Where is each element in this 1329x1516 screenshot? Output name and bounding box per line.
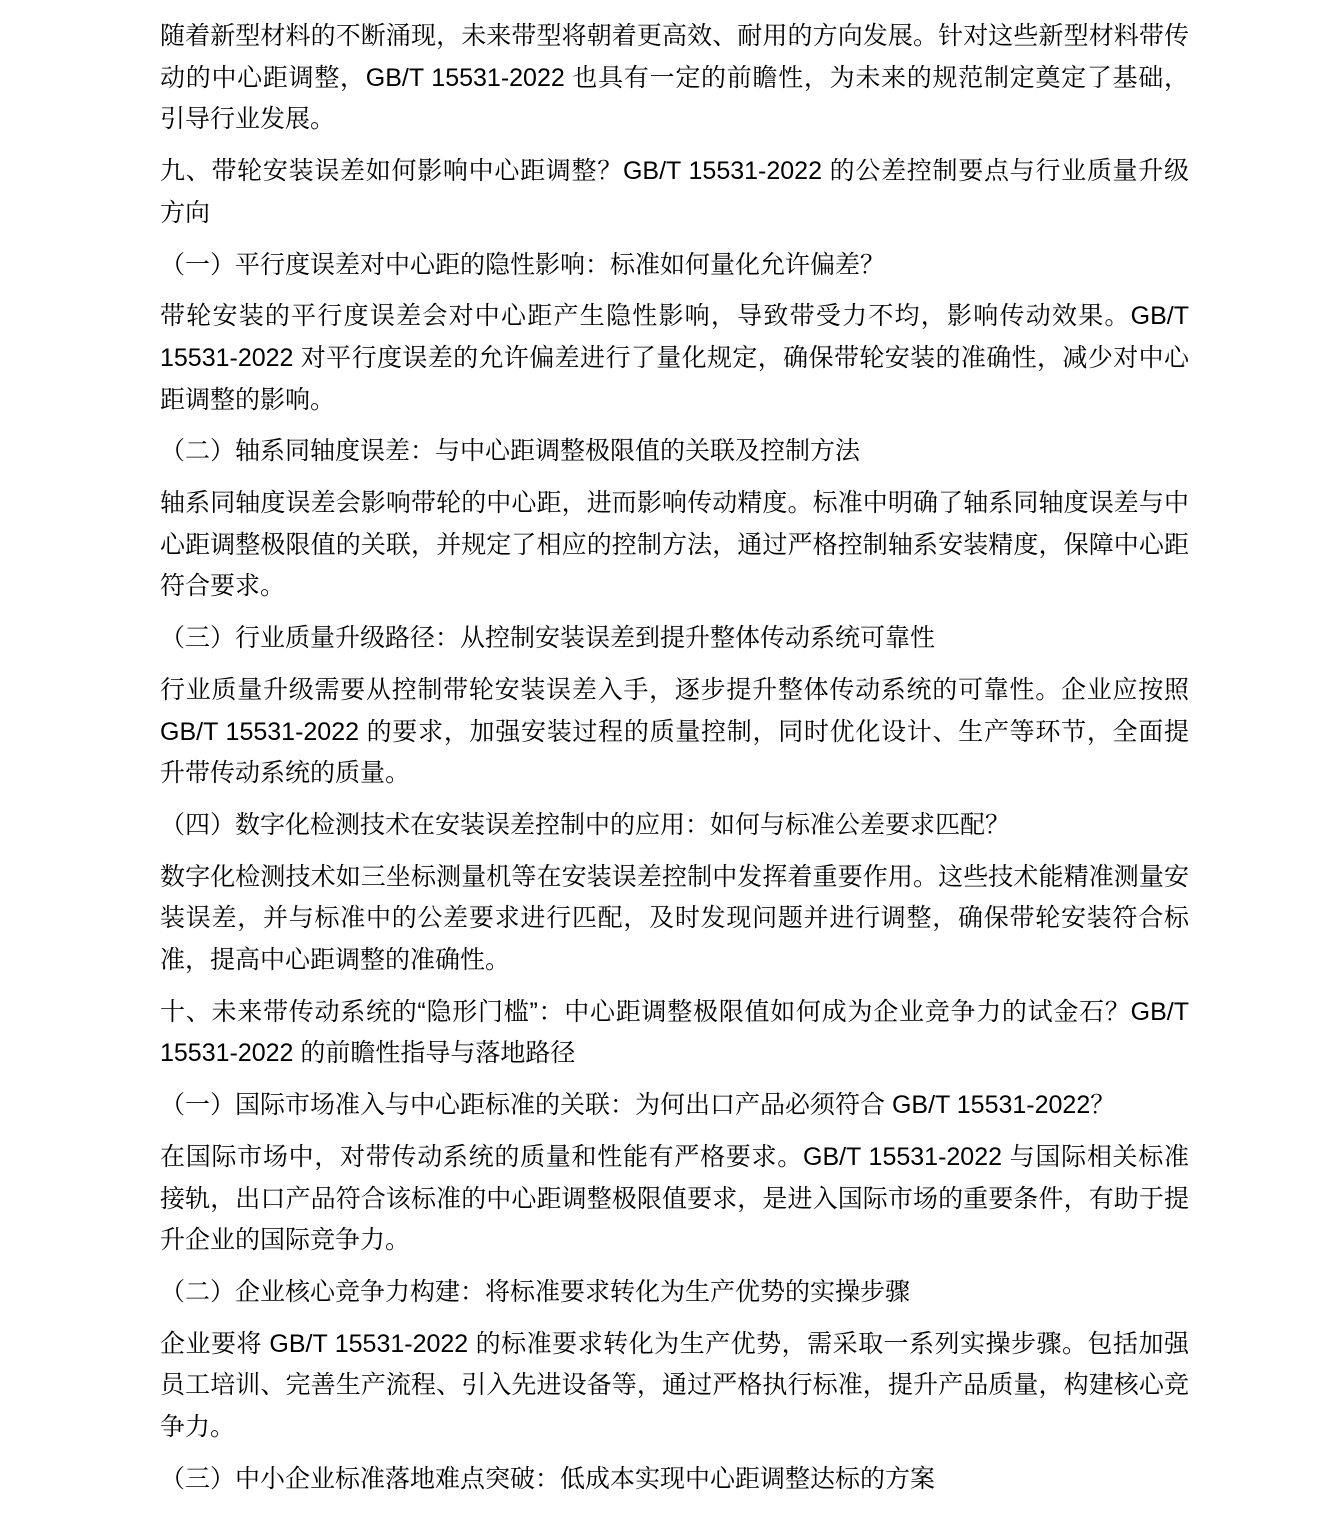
- body-paragraph: 在国际市场中，对带传动系统的质量和性能有严格要求。GB/T 15531-2022 与国际相关标准接轨，出口产品符合该标准的中心距调整极限值要求，是进入国际市场的重要条件，有助于提升企业的国际竞争力。: [160, 1142, 1189, 1255]
- section-heading: （三）行业质量升级路径：从控制安装误差到提升整体传动系统可靠性: [160, 624, 936, 653]
- section-heading: （二）轴系同轴度误差：与中心距调整极限值的关联及控制方法: [160, 437, 861, 466]
- section-heading: （四）数字化检测技术在安装误差控制中的应用：如何与标准公差要求匹配？: [160, 810, 1011, 839]
- section-heading: （二）企业核心竞争力构建：将标准要求转化为生产优势的实操步骤: [160, 1277, 911, 1306]
- body-paragraph: 随着新型材料的不断涌现，未来带型将朝着更高效、耐用的方向发展。针对这些新型材料带传动的中心距调整，GB/T 15531-2022 也具有一定的前瞻性，为未来的规范制定奠定了基础，引导行业发展。: [160, 22, 1189, 134]
- body-paragraph: 带轮安装的平行度误差会对中心距产生隐性影响，导致带受力不均，影响传动效果。GB/T 15531-2022 对平行度误差的允许偏差进行了量化规定，确保带轮安装的准确性，减少对中心距调整的影响。: [160, 302, 1189, 414]
- section-heading: （一）国际市场准入与中心距标准的关联：为何出口产品必须符合 GB/T 15531-2022？: [160, 1091, 1116, 1120]
- body-paragraph: 数字化检测技术如三坐标测量机等在安装误差控制中发挥着重要作用。这些技术能精准测量安装误差，并与标准中的公差要求进行匹配，及时发现问题并进行调整，确保带轮安装符合标准，提高中心距调整的准确性。: [160, 862, 1189, 975]
- body-paragraph: 企业要将 GB/T 15531-2022 的标准要求转化为生产优势，需采取一系列实操步骤。包括加强员工培训、完善生产流程、引入先进设备等，通过严格执行标准，提升产品质量，构建核心竞争力。: [160, 1329, 1189, 1442]
- section-heading: （三）中小企业标准落地难点突破：低成本实现中心距调整达标的方案: [160, 1464, 936, 1493]
- chapter-heading: 十、未来带传动系统的“隐形门槛”：中心距调整极限值如何成为企业竞争力的试金石？GB/T 15531-2022 的前瞻性指导与落地路径: [160, 997, 1189, 1068]
- chapter-heading: 九、带轮安装误差如何影响中心距调整？GB/T 15531-2022 的公差控制要点与行业质量升级方向: [160, 157, 1189, 227]
- body-paragraph: 轴系同轴度误差会影响带轮的中心距，进而影响传动精度。标准中明确了轴系同轴度误差与中心距调整极限值的关联，并规定了相应的控制方法，通过严格控制轴系安装精度，保障中心距符合要求。: [160, 489, 1189, 601]
- body-paragraph: 行业质量升级需要从控制带轮安装误差入手，逐步提升整体传动系统的可靠性。企业应按照 GB/T 15531-2022 的要求，加强安装过程的质量控制，同时优化设计、生产等环节，全面提升带传动系统的质量。: [160, 675, 1189, 788]
- section-heading: （一）平行度误差对中心距的隐性影响：标准如何量化允许偏差？: [160, 250, 886, 279]
